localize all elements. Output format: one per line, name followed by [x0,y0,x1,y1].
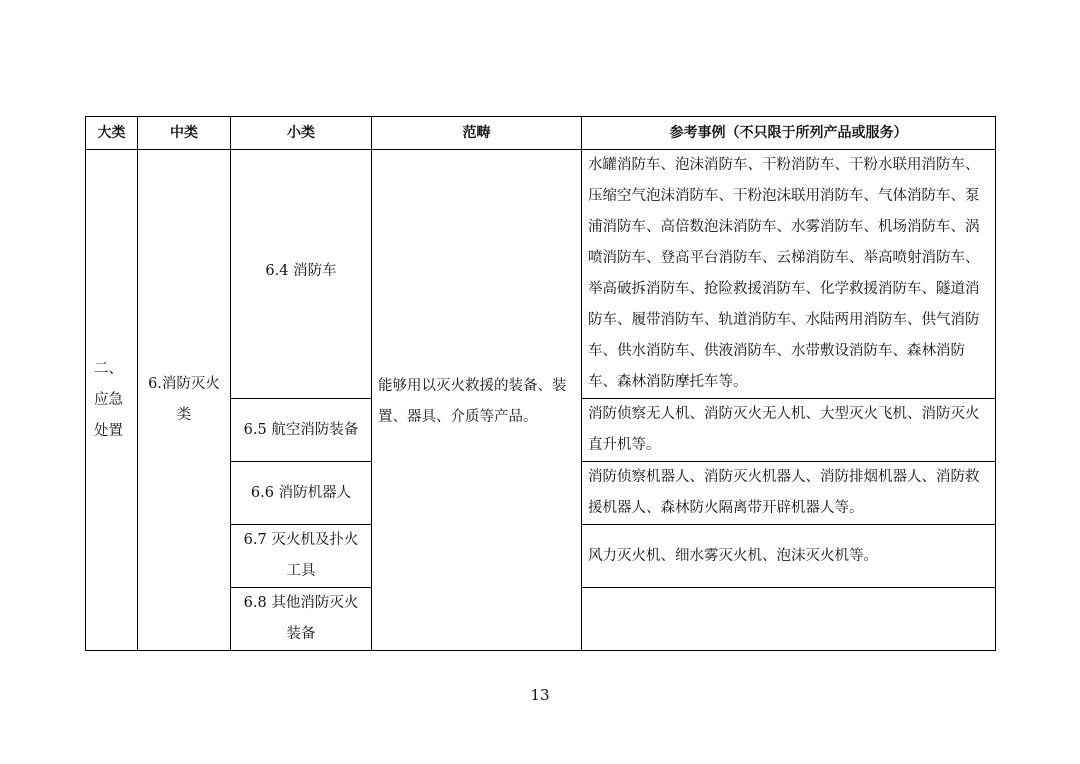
sub-category-cell: 6.6 消防机器人 [231,462,372,525]
table-row [86,150,996,399]
sub-category-cell: 6.8 其他消防灭火装备 [231,588,372,651]
example-cell: 消防侦察机器人、消防灭火机器人、消防排烟机器人、消防救援机器人、森林防火隔离带开辟机器人等。 [582,462,996,525]
major-category-cell: 二、应急处置 [86,150,138,651]
category-table [85,116,996,651]
sub-category-cell: 6.5 航空消防装备 [231,399,372,462]
header-sub: 小类 [231,117,372,150]
example-cell [582,588,996,651]
header-major: 大类 [86,117,138,150]
example-cell: 消防侦察无人机、消防灭火无人机、大型灭火飞机、消防灭火直升机等。 [582,399,996,462]
sub-category-cell: 6.4 消防车 [231,150,372,399]
scope-cell: 能够用以灭火救援的装备、装置、器具、介质等产品。 [372,150,582,651]
example-cell: 风力灭火机、细水雾灭火机、泡沫灭火机等。 [582,525,996,588]
header-examples: 参考事例（不只限于所列产品或服务） [582,117,996,150]
header-row [86,117,996,150]
header-scope: 范畴 [372,117,582,150]
sub-category-cell: 6.7 灭火机及扑火工具 [231,525,372,588]
mid-category-cell: 6.消防灭火类 [138,150,231,651]
example-cell: 水罐消防车、泡沫消防车、干粉消防车、干粉水联用消防车、压缩空气泡沫消防车、干粉泡沫联用消防车、气体消防车、泵浦消防车、高倍数泡沫消防车、水雾消防车、机场消防车、涡喷消防车、登高平台消防车、云梯消防车、举高喷射消防车、举高破拆消防车、抢险救援消防车、化学救援消防车、隧道消防车、履带消防车、轨道消防车、水陆两用消防车、供气消防车、供水消防车、供液消防车、水带敷设消防车、森林消防车、森林消防摩托车等。 [582,150,996,399]
header-mid: 中类 [138,117,231,150]
page-number: 13 [530,686,550,704]
